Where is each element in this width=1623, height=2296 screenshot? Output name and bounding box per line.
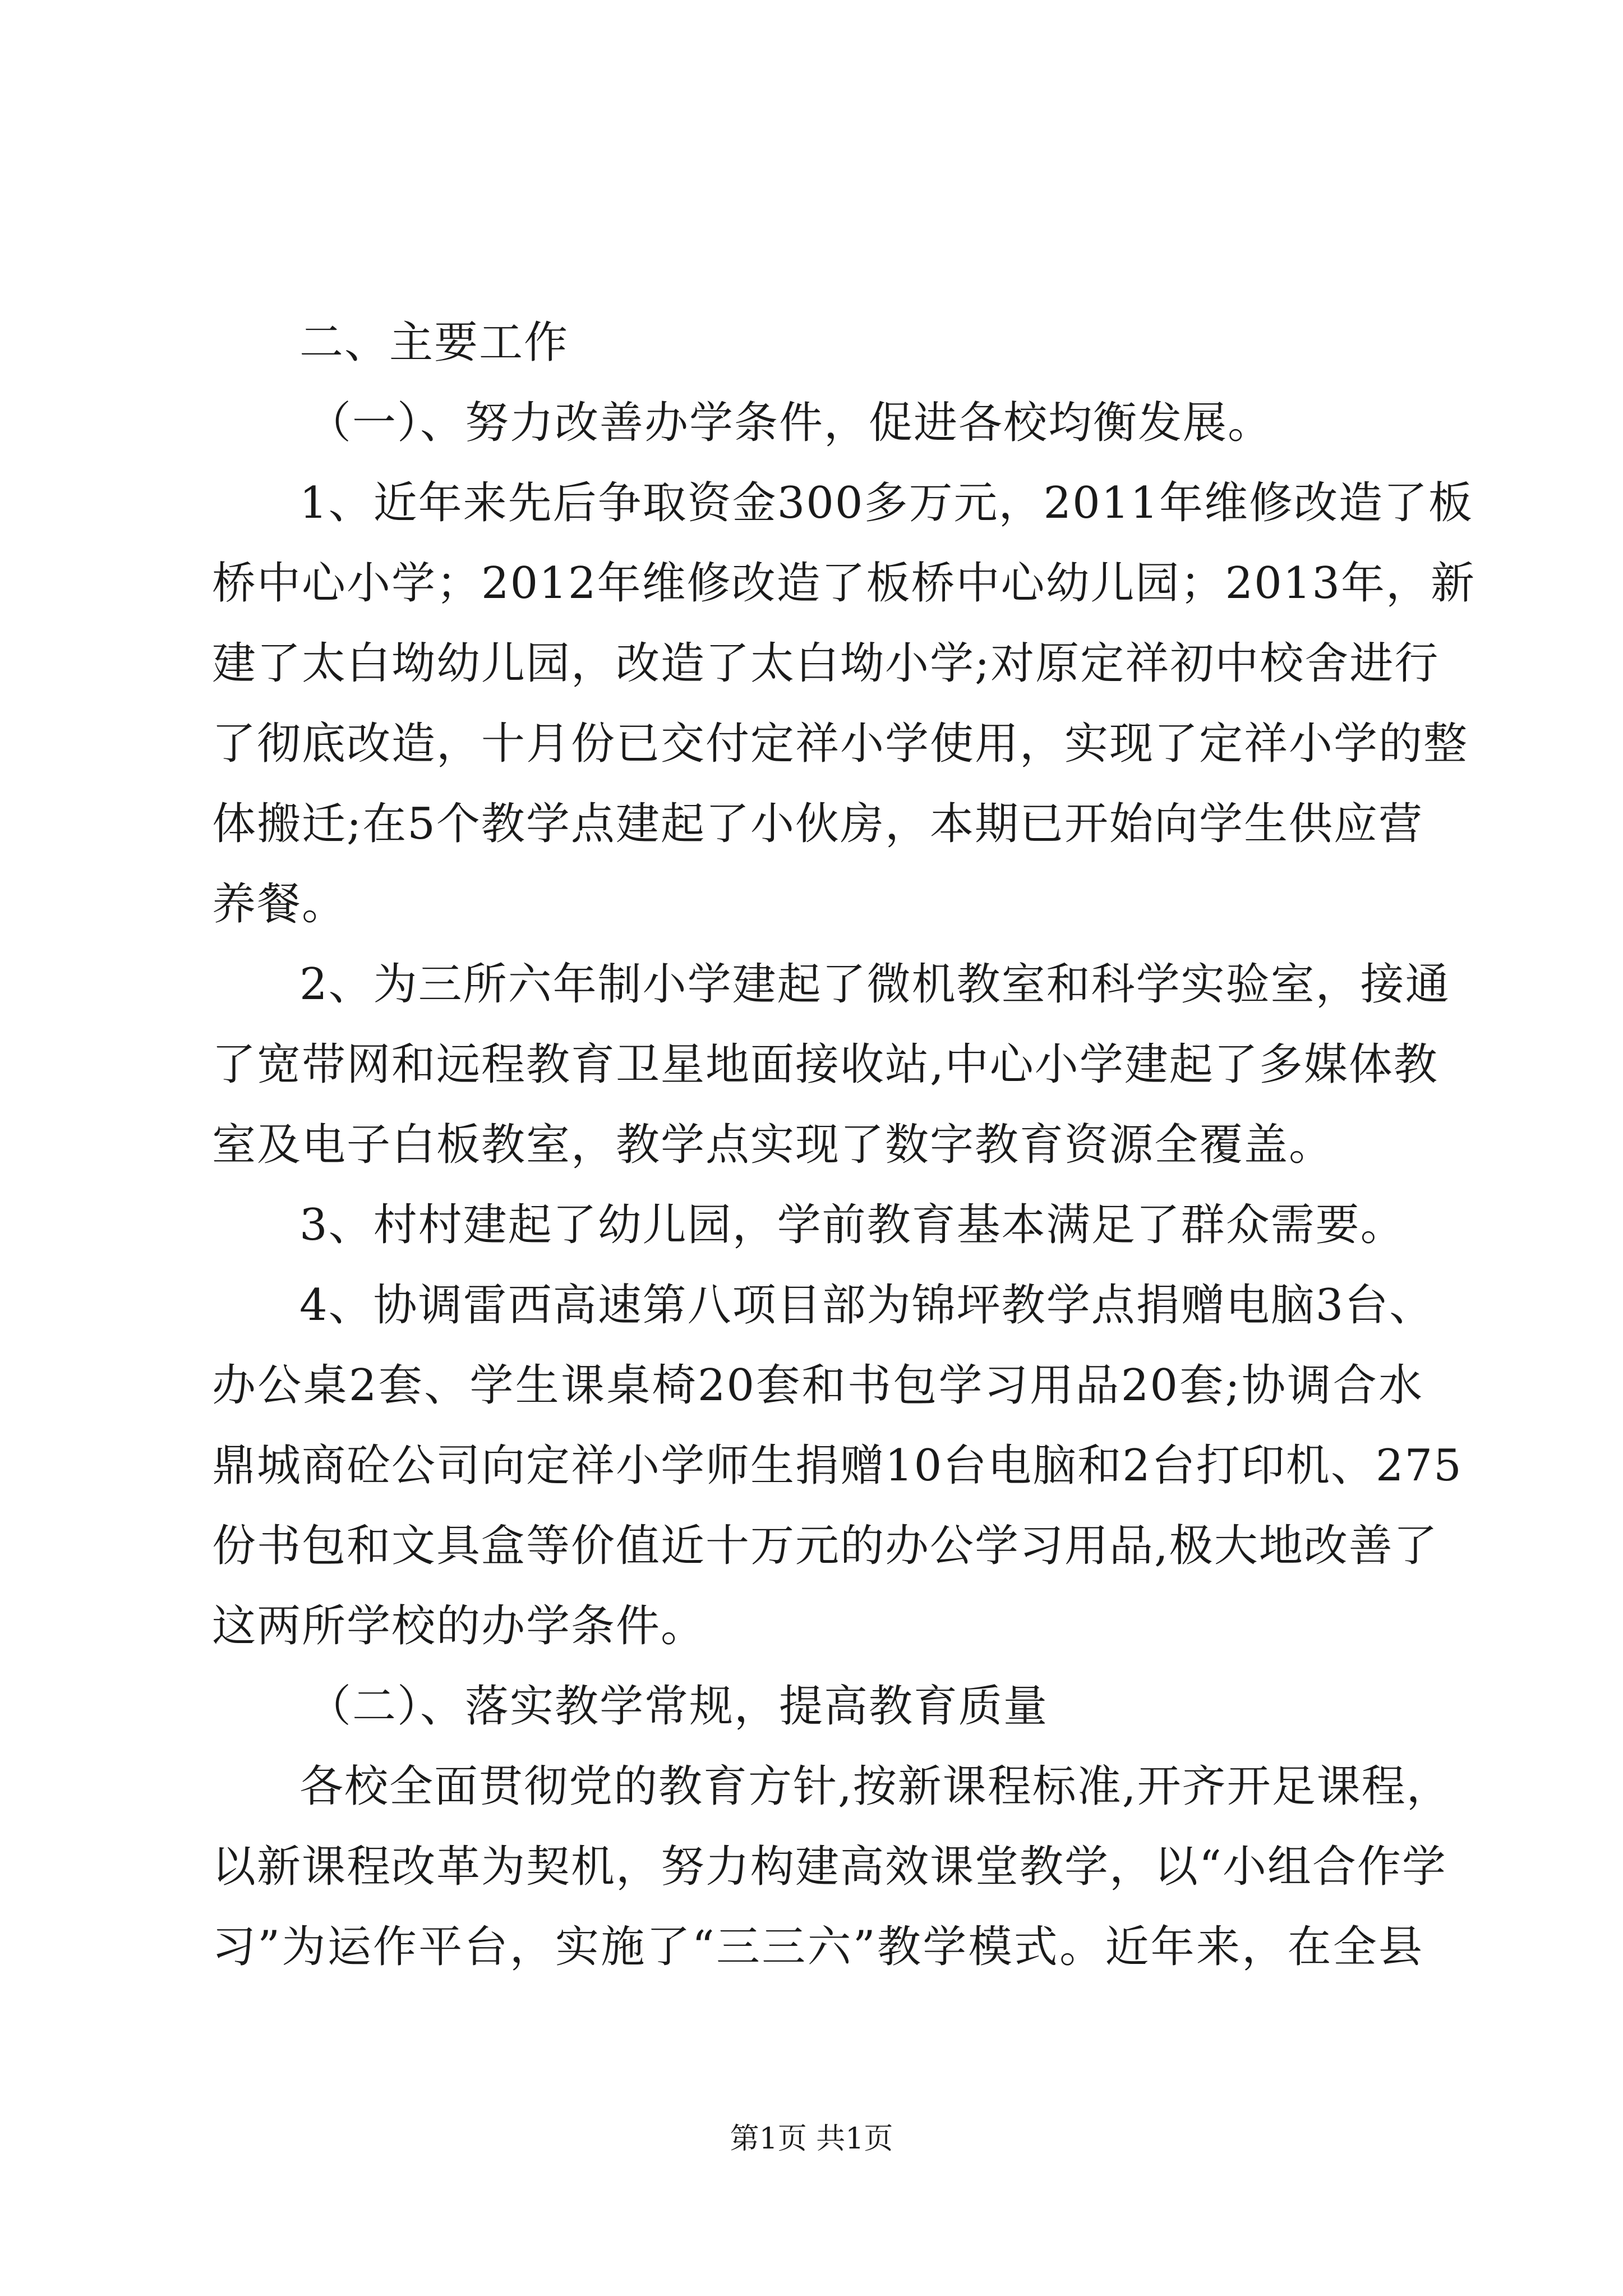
page-footer: 第1页 共1页	[730, 2122, 893, 2156]
paragraph-line: 以新课程改革为契机，努力构建高效课堂教学，以“小组合作学	[212, 1842, 1447, 1892]
paragraph-line: 了宽带网和远程教育卫星地面接收站,中心小学建起了多媒体教	[212, 1039, 1438, 1090]
paragraph-line: 4、协调雷西高速第八项目部为锦坪教学点捐赠电脑3台、	[299, 1280, 1435, 1331]
paragraph-line: 1、近年来先后争取资金300多万元，2011年维修改造了板	[299, 478, 1474, 528]
paragraph-line: 这两所学校的办学条件。	[212, 1601, 706, 1651]
section-heading: 二、主要工作	[299, 318, 569, 368]
paragraph-line: 各校全面贯彻党的教育方针,按新课程标准,开齐开足课程，	[299, 1761, 1451, 1812]
paragraph-3	[212, 1185, 1423, 1266]
paragraph-line: 体搬迁;在5个教学点建起了小伙房，本期已开始向学生供应营	[212, 799, 1423, 849]
paragraph-line: 桥中心小学；2012年维修改造了板桥中心幼儿园；2013年，新	[212, 558, 1476, 609]
paragraph-line: 室及电子白板教室，教学点实现了数字教育资源全覆盖。	[212, 1120, 1334, 1170]
paragraph-2	[212, 945, 1450, 1185]
paragraph-line: 2、为三所六年制小学建起了微机教室和科学实验室，接通	[299, 959, 1450, 1010]
document-body	[212, 303, 1476, 1987]
paragraph-1	[212, 463, 1476, 945]
paragraph-line: 鼎城商砼公司向定祥小学师生捐赠10台电脑和2台打印机、275	[212, 1441, 1463, 1491]
paragraph-5	[212, 1747, 1451, 1987]
paragraph-line: 份书包和文具盒等价值近十万元的办公学习用品,极大地改善了	[212, 1521, 1438, 1571]
paragraph-4	[212, 1266, 1463, 1667]
subsection-title-2: （二）、落实教学常规，提高教育质量	[307, 1681, 1049, 1732]
paragraph-line: 了彻底改造，十月份已交付定祥小学使用，实现了定祥小学的整	[212, 719, 1469, 769]
paragraph-line: 习”为运作平台，实施了“三三六”教学模式。近年来，在全县	[212, 1922, 1423, 1972]
paragraph-line: 养餐。	[212, 879, 347, 930]
paragraph-line: 建了太白坳幼儿园，改造了太白坳小学;对原定祥初中校舍进行	[212, 638, 1440, 689]
paragraph-line: 办公桌2套、学生课桌椅20套和书包学习用品20套;协调合水	[212, 1360, 1423, 1411]
paragraph-line: 3、村村建起了幼儿园，学前教育基本满足了群众需要。	[299, 1200, 1405, 1250]
subsection-title-1: （一）、努力改善办学条件，促进各校均衡发展。	[307, 398, 1273, 448]
